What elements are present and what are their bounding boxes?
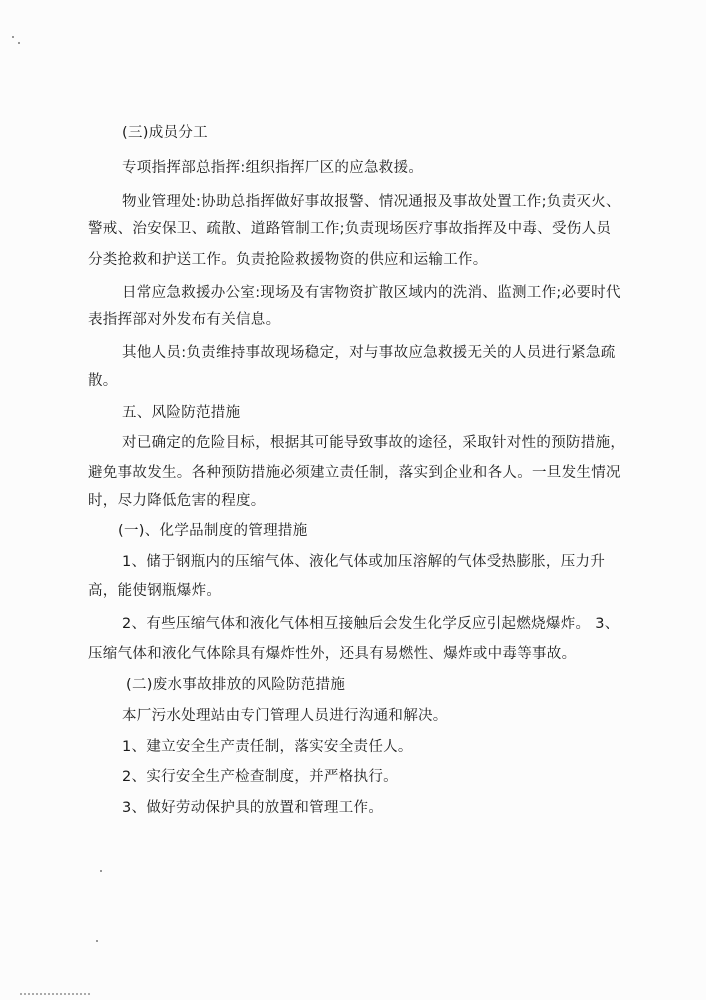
paragraph-line: 避免事故发生。各种预防措施必须建立责任制，落实到企业和各人。一旦发生情况 [88, 465, 621, 481]
paragraph-line: 散。 [88, 373, 118, 389]
paragraph-line: 高，能使钢瓶爆炸。 [88, 583, 222, 599]
paragraph-line: 日常应急救援办公室:现场及有害物资扩散区域内的洗消、监测工作;必要时代 [122, 285, 621, 301]
section-heading-member-roles: (三)成员分工 [122, 125, 208, 141]
paragraph-line: 压缩气体和液化气体除具有爆炸性外，还具有易燃性、爆炸或中毒等事故。 [88, 646, 577, 662]
paragraph-line: 物业管理处:协助总指挥做好事故报警、情况通报及事故处置工作;负责灭火、 [122, 194, 621, 210]
paragraph-line: 其他人员:负责维持事故现场稳定，对与事故应急救援无关的人员进行紧急疏 [122, 345, 616, 361]
paragraph-line: 对已确定的危险目标，根据其可能导致事故的途径，采取针对性的预防措施， [122, 435, 626, 451]
paragraph-line: 警戒、治安保卫、疏散、道路管制工作;负责现场医疗事故指挥及中毒、受伤人员 [88, 221, 612, 237]
subsection-heading-wastewater: (二)废水事故排放的风险防范措施 [126, 677, 346, 693]
section-heading-risk-prevention: 五、风险防范措施 [122, 405, 241, 421]
paragraph-line: 本厂污水处理站由专门管理人员进行沟通和解决。 [122, 708, 448, 724]
paragraph-line: 表指挥部对外发布有关信息。 [88, 312, 281, 328]
list-item: 3、做好劳动保护具的放置和管理工作。 [122, 800, 384, 816]
paragraph-line: 2、有些压缩气体和液化气体相互接触后会发生化学反应引起燃烧爆炸。 3、 [122, 616, 620, 632]
paragraph-line: 专项指挥部总指挥:组织指挥厂区的应急救援。 [122, 160, 424, 176]
paragraph-line: 分类抢救和护送工作。负责抢险救援物资的供应和运输工作。 [88, 252, 488, 268]
paragraph-line: 时，尽力降低危害的程度。 [88, 493, 266, 509]
paragraph-line: 1、储于钢瓶内的压缩气体、液化气体或加压溶解的气体受热膨胀，压力升 [122, 554, 606, 570]
scan-speck [96, 940, 98, 942]
scan-speck [12, 36, 14, 38]
scan-speck [18, 42, 20, 44]
list-item: 2、实行安全生产检查制度，并严格执行。 [122, 769, 398, 785]
subsection-heading-chemicals: (一)、化学品制度的管理措施 [118, 523, 308, 539]
list-item: 1、建立安全生产责任制，落实安全责任人。 [122, 739, 413, 755]
scan-edge-marks [20, 993, 90, 998]
scan-speck [100, 870, 102, 872]
